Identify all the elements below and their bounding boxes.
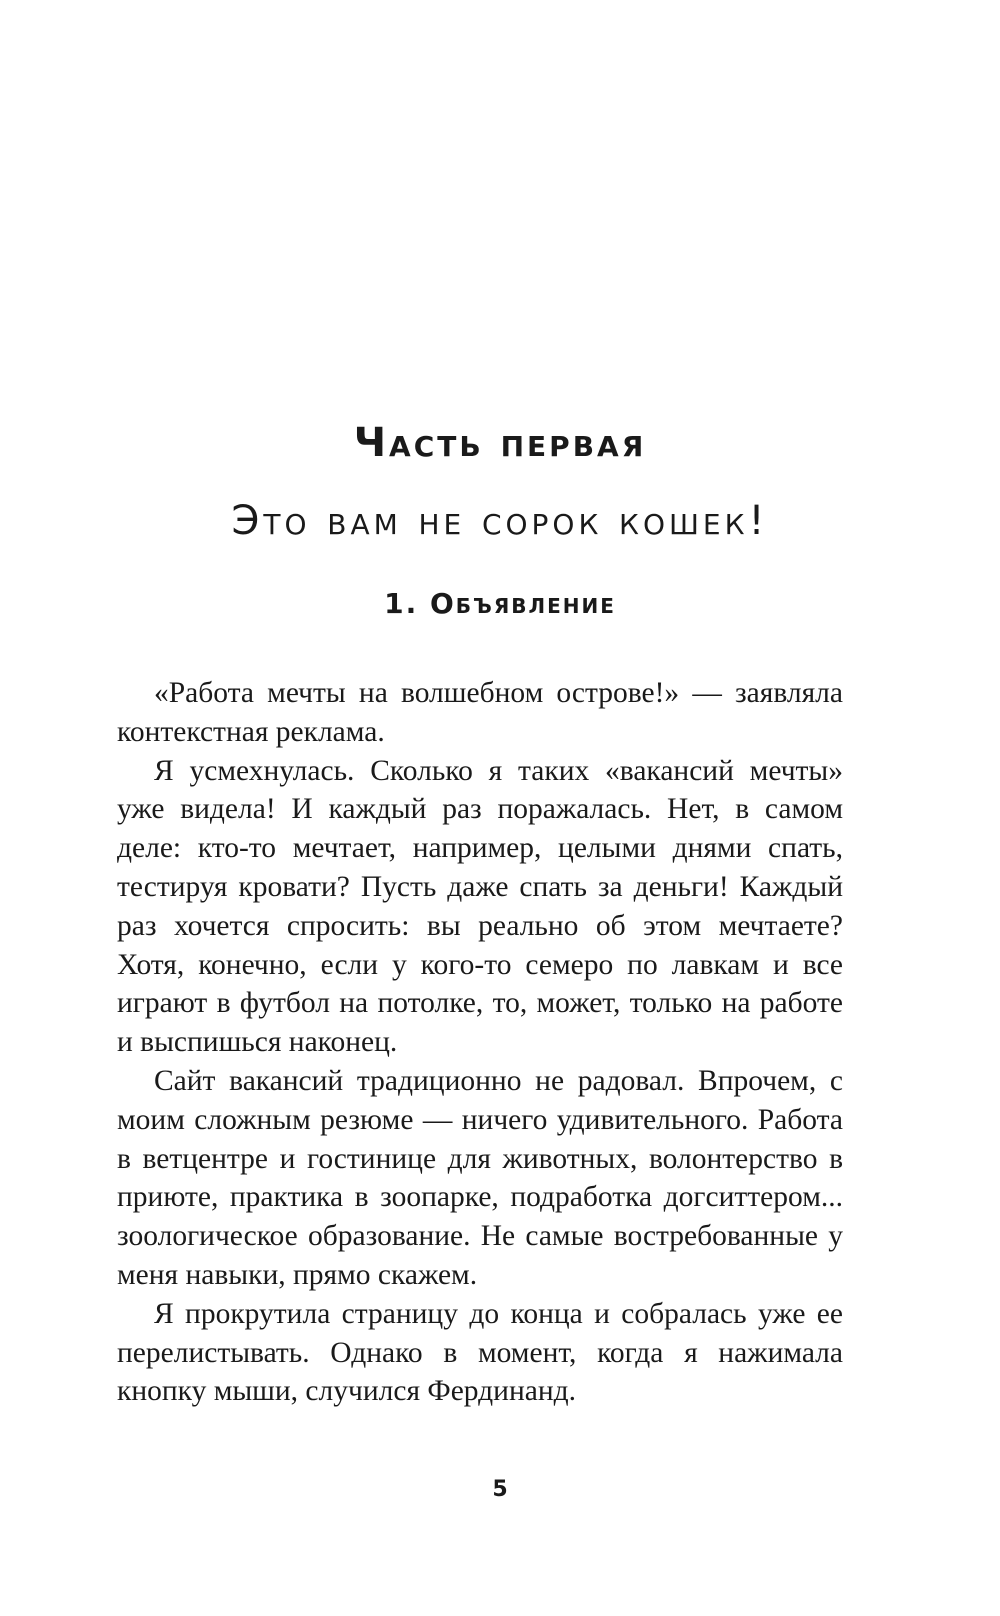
chapter-title: 1. Объявление: [384, 587, 616, 620]
paragraph: «Работа мечты на волшебном острове!» — заявляла контекстная реклама.: [117, 677, 843, 748]
page-number: 5: [492, 1477, 508, 1502]
paragraph: Я прокрутила страницу до конца и собралась уже ее перелистывать. Однако в момент, когда я нажимала кнопку мыши, случился Фердинанд.: [117, 1297, 843, 1408]
chapter-body: [117, 674, 843, 1411]
part-title: Часть первая: [353, 420, 647, 466]
paragraph: Сайт вакансий традиционно не радовал. Впрочем, с моим сложным резюме — ничего удивительного. Работа в ветцентре и гостинице для животных, волонтерство в приюте, практика в зоопарке, подработка догситтером... зоологическое образование. Не самые востребованные у меня навыки, прямо скажем.: [117, 1064, 843, 1291]
paragraph: Я усмехнулась. Сколько я таких «вакансий мечты» уже видела! И каждый раз поражалась. Нет, в самом деле: кто-то мечтает, например, целыми днями спать, тестируя кровати? Пусть даже спать за деньги! Каждый раз хочется спросить: вы реально об этом мечтаете? Хотя, конечно, если у кого-то семеро по лавкам и все играют в футбол на потолке, то, может, только на работе и выспишься наконец.: [117, 754, 843, 1059]
part-subtitle: Это вам не сорок кошек!: [231, 498, 769, 544]
